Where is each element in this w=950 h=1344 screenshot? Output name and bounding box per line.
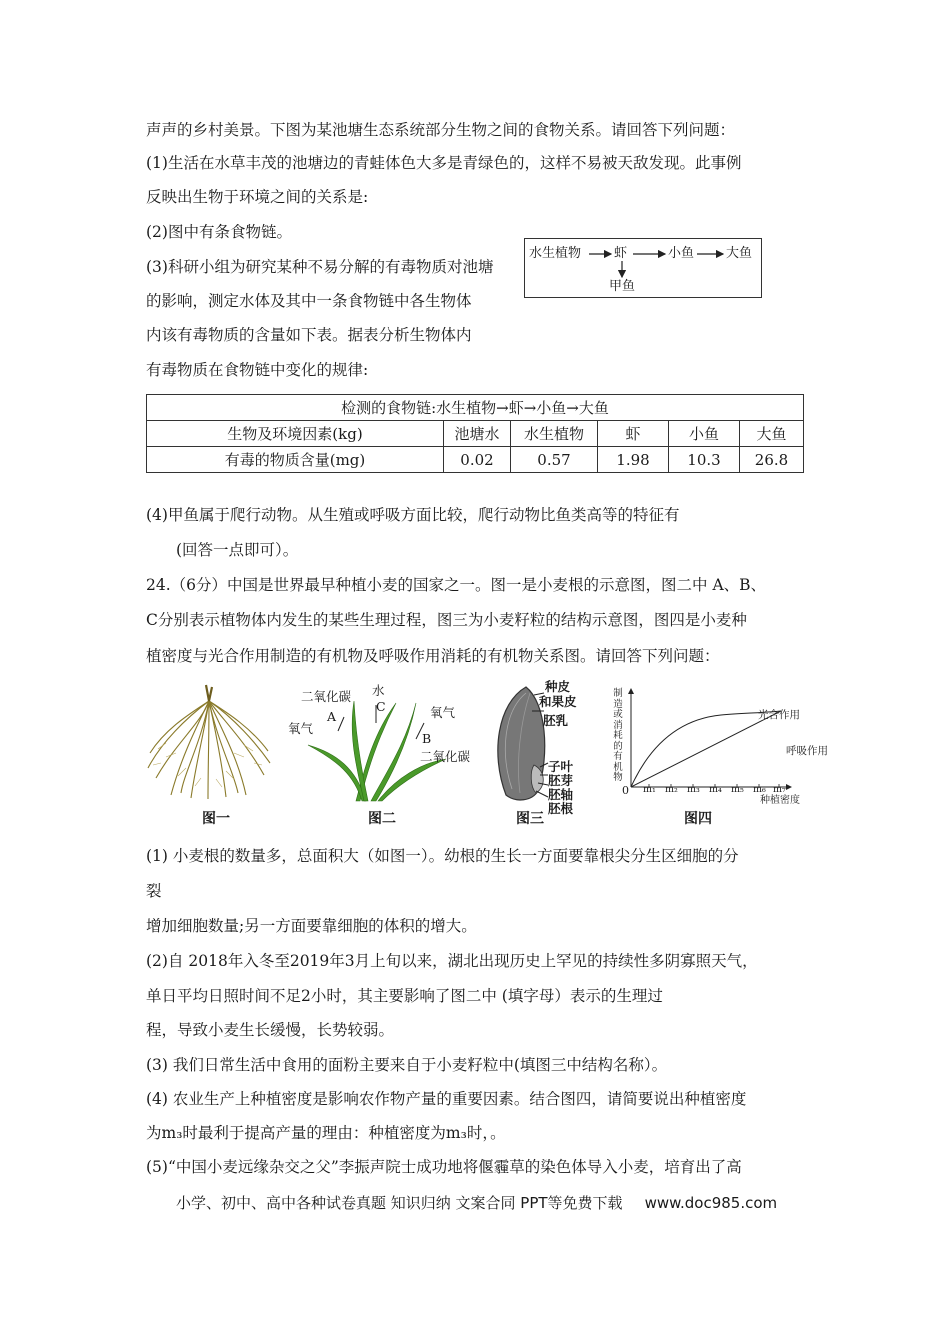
fig4-tick-m5: m₅ (731, 784, 744, 795)
fig2-label-c: C (376, 699, 386, 714)
text-line: (3) 我们日常生活中食用的面粉主要来自于小麦籽粒中(填图三中结构名称）。 (146, 1056, 668, 1074)
fig4-tick-m7: m₇ (773, 784, 786, 795)
fig4-tick-m3: m₃ (687, 784, 700, 795)
text-line: 植密度与光合作用制造的有机物及呼吸作用消耗的有机物关系图。请回答下列问题： (146, 647, 720, 665)
figures-row (146, 679, 828, 831)
figure-1-caption: 图一 (202, 811, 230, 827)
fig3-label-plumule: 胚芽 (548, 773, 574, 788)
fig4-x-label: 种植密度 (760, 795, 800, 806)
footer-text: 小学、初中、高中各种试卷真题 知识归纳 文案合同 PPT等免费下载 (176, 1194, 623, 1212)
figure-2-caption: 图二 (368, 811, 396, 827)
text-line: (3)科研小组为研究某种不易分解的有毒物质对池塘 (146, 258, 494, 276)
fig3-label-cotyledon: 子叶 (548, 759, 574, 774)
fig3-label-endosperm: 胚乳 (543, 713, 569, 728)
node-small-fish: 小鱼 (668, 246, 695, 261)
text-line: (2)自 2018年入冬至2019年3月上旬以来，湖北出现历史上罕见的持续性多阴寡照天气， (146, 952, 758, 970)
node-water-plant: 水生植物 (529, 246, 582, 261)
node-big-fish: 大鱼 (726, 246, 753, 261)
table-cell: 10.3 (669, 447, 740, 473)
table-header-cell: 小鱼 (669, 421, 740, 447)
fig2-label-oxygen-left: 氧气 (288, 721, 314, 736)
fig2-label-oxygen-right: 氧气 (430, 705, 456, 720)
text-line: (回答一点即可）。 (176, 541, 299, 559)
table-header-cell: 虾 (598, 421, 669, 447)
text-line: (5)“中国小麦远缘杂交之父”李振声院士成功地将偃霾草的染色体导入小麦，培育出了高 (146, 1158, 742, 1176)
figure-4-caption: 图四 (684, 811, 712, 827)
fig4-y-label: 制 造 或 消 耗 的 有 机 物 (613, 688, 623, 783)
text-line: 声声的乡村美景。下图为某池塘生态系统部分生物之间的食物关系。请回答下列问题： (146, 121, 736, 139)
table-cell: 26.8 (740, 447, 804, 473)
text-line: 为m₃时最利于提高产量的理由：种植密度为m₃时，。 (146, 1124, 506, 1142)
footer-url[interactable]: www.doc985.com (644, 1194, 778, 1212)
table-cell: 0.02 (444, 447, 511, 473)
fig4-tick-m1: m₁ (643, 784, 656, 795)
table-row (147, 447, 804, 473)
fig4-tick-m4: m₄ (709, 784, 722, 795)
node-shrimp: 虾 (614, 246, 628, 261)
fig2-label-a: A (327, 709, 337, 724)
table-header-cell: 生物及环境因素(kg) (147, 421, 444, 447)
text-line: 反映出生物于环境之间的关系是: (146, 188, 369, 206)
table-header-cell: 大鱼 (740, 421, 804, 447)
fig2-label-co2-top: 二氧化碳 (301, 689, 352, 704)
text-line: 内该有毒物质的含量如下表。据表分析生物体内 (146, 326, 472, 344)
fig3-label-pericarp: 和果皮 (539, 694, 577, 709)
fig2-label-b: B (422, 731, 432, 746)
fig4-tick-m2: m₂ (665, 784, 678, 795)
text-line: 裂 (146, 882, 162, 900)
fig4-curve-label-photo: 光合作用 (758, 709, 800, 721)
node-turtle: 甲鱼 (609, 279, 636, 294)
table-cell: 0.57 (511, 447, 598, 473)
page-footer (176, 1192, 777, 1213)
food-web-diagram (524, 238, 762, 298)
table-header-row (147, 421, 804, 447)
text-line: (1)生活在水草丰茂的池塘边的青蛙体色大多是青绿色的，这样不易被天敌发现。此事例 (146, 154, 742, 172)
text-line: 单日平均日照时间不足2小时，其主要影响了图二中 (填字母）表示的生理过 (146, 987, 663, 1005)
table-cell: 有毒的物质含量(mg) (147, 447, 444, 473)
figure-1-wheat-roots (146, 683, 272, 801)
text-line: C分别表示植物体内发生的某些生理过程，图三为小麦籽粒的结构示意图，图四是小麦种 (146, 611, 747, 629)
text-line: 程，导致小麦生长缓慢，长势较弱。 (146, 1021, 395, 1039)
text-line: 有毒物质在食物链中变化的规律: (146, 361, 369, 379)
fig2-label-co2-right: 二氧化碳 (420, 749, 471, 764)
figure-3-caption: 图三 (516, 811, 544, 827)
text-line: (4) 农业生产上种植密度是影响农作物产量的重要因素。结合图四，请简要说出种植密度 (146, 1090, 747, 1108)
text-line: (2)图中有条食物链。 (146, 223, 292, 241)
toxin-table (146, 394, 804, 473)
table-caption: 检测的食物链:水生植物→虾→小鱼→大鱼 (147, 395, 804, 421)
table-header-cell: 水生植物 (511, 421, 598, 447)
fig3-label-seed-coat: 种皮 (545, 679, 571, 694)
fig4-origin: 0 (622, 784, 629, 797)
fig3-label-hypocotyl: 胚轴 (548, 787, 574, 802)
fig4-tick-m6: m₆ (753, 784, 766, 795)
fig4-curve-label-resp: 呼吸作用 (786, 745, 828, 757)
table-header-cell: 池塘水 (444, 421, 511, 447)
text-line: (4)甲鱼属于爬行动物。从生殖或呼吸方面比较，爬行动物比鱼类高等的特征有 (146, 506, 680, 524)
text-line: 的影响，测定水体及其中一条食物链中各生物体 (146, 292, 472, 310)
table-cell: 1.98 (598, 447, 669, 473)
text-line: (1) 小麦根的数量多，总面积大（如图一）。幼根的生长一方面要靠根尖分生区细胞的分 (146, 847, 739, 865)
text-line: 24.（6分）中国是世界最早种植小麦的国家之一。图一是小麦根的示意图，图二中 A、B、 (146, 576, 767, 594)
text-line: 增加细胞数量;另一方面要靠细胞的体积的增大。 (146, 917, 477, 935)
fig3-label-radicle: 胚根 (548, 801, 574, 816)
fig2-label-water: 水 (372, 683, 385, 698)
